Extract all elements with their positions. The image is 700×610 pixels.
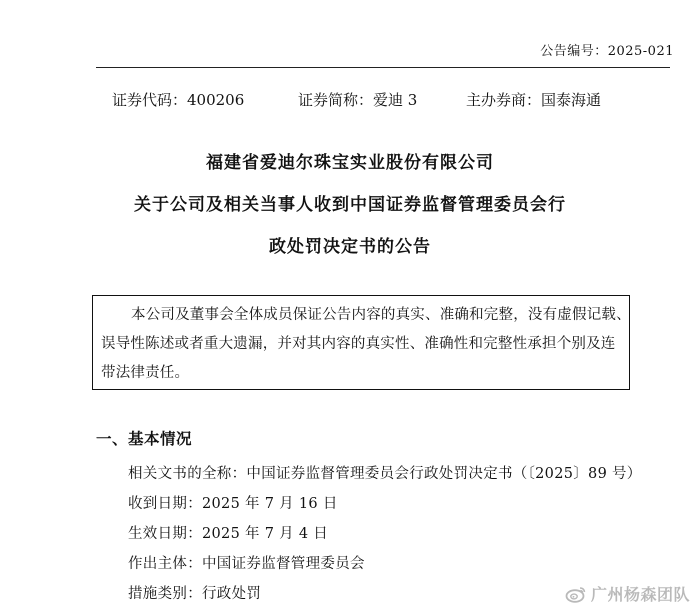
- announcement-title-line1: 关于公司及相关当事人收到中国证券监督管理委员会行: [134, 195, 566, 215]
- securities-info-row: [0, 89, 700, 111]
- company-name-title: 福建省爱迪尔珠宝实业股份有限公司: [206, 153, 494, 173]
- section-heading-basic-info: 一、基本情况: [96, 429, 193, 448]
- received-date: 收到日期：2025 年 7 月 16 日: [128, 496, 338, 512]
- issuing-authority: 作出主体：中国证券监督管理委员会: [128, 556, 365, 572]
- security-code: 证券代码：400206: [112, 91, 245, 109]
- announcement-title-line2: 政处罚决定书的公告: [269, 237, 431, 257]
- disclaimer-line-1: 本公司及董事会全体成员保证公告内容的真实、准确和完整，没有虚假记载、: [131, 307, 631, 323]
- header-divider: [96, 67, 670, 68]
- sponsor-broker: 主办券商：国泰海通: [466, 91, 602, 109]
- disclaimer-box: [92, 295, 630, 390]
- watermark: [565, 582, 690, 605]
- disclaimer-line-3: 带法律责任。: [101, 365, 190, 381]
- effective-date: 生效日期：2025 年 7 月 4 日: [128, 526, 329, 542]
- document-full-name: 相关文书的全称：中国证券监督管理委员会行政处罚决定书（〔2025〕89 号）: [128, 466, 642, 482]
- disclaimer-line-2: 误导性陈述或者重大遗漏，并对其内容的真实性、准确性和完整性承担个别及连: [101, 336, 616, 352]
- watermark-text: 广州杨森团队: [590, 585, 690, 604]
- weibo-icon: [565, 585, 587, 603]
- announcement-number: 公告编号：2025-021: [540, 44, 674, 59]
- security-short-name: 证券简称：爱迪 3: [298, 91, 418, 109]
- measure-type: 措施类别：行政处罚: [128, 586, 262, 602]
